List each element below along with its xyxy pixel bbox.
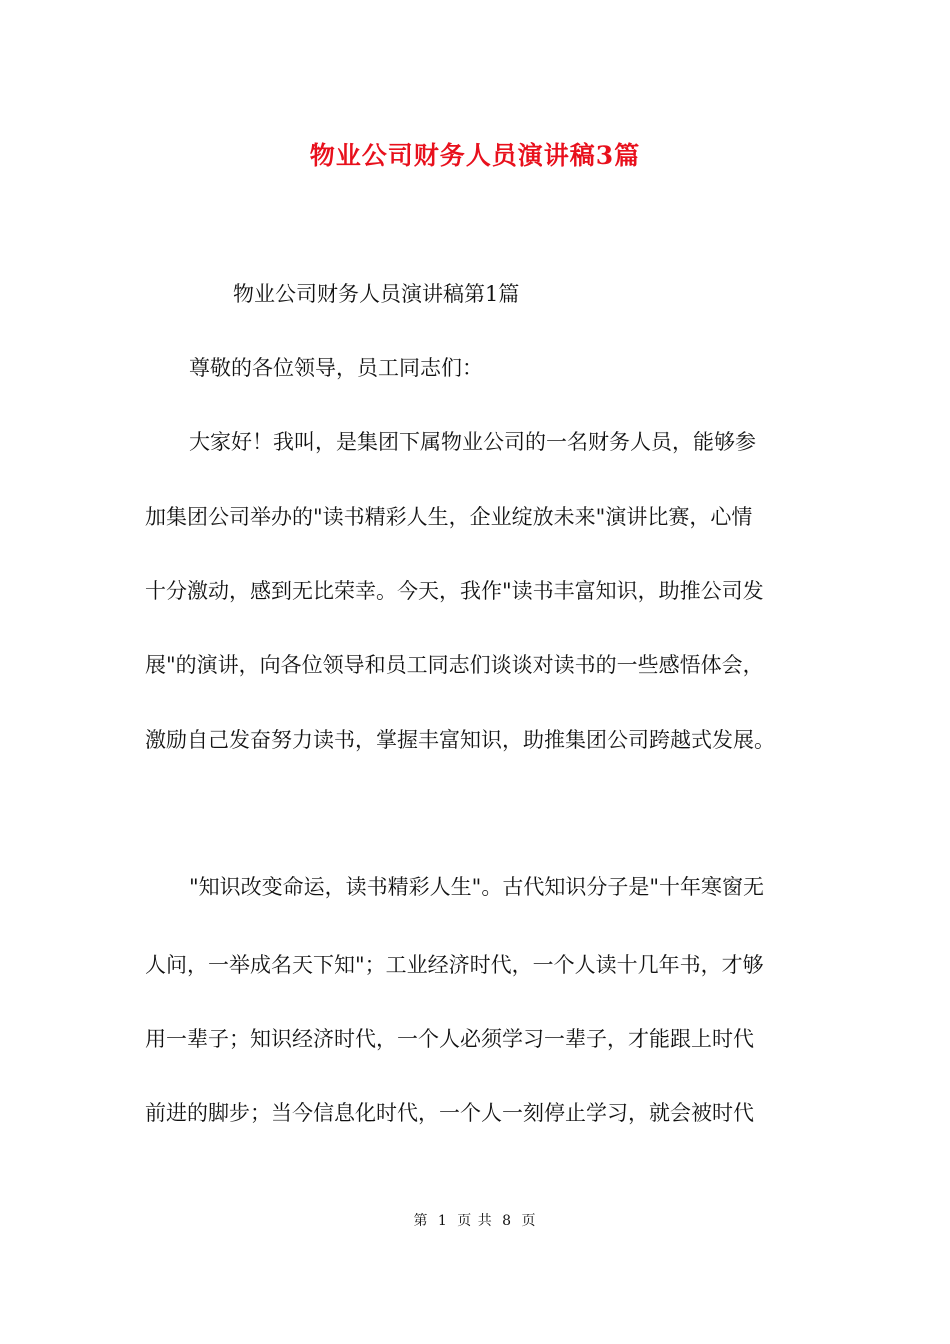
paragraph-line: 用一辈子；知识经济时代，一个人必须学习一辈子，才能跟上时代: [145, 1027, 754, 1051]
greeting: 尊敬的各位领导，员工同志们：: [189, 356, 483, 380]
paragraph-line: "知识改变命运，读书精彩人生"。古代知识分子是"十年寒窗无: [189, 875, 764, 899]
current-page-number: 1: [437, 1213, 448, 1229]
page-label-mid: 页 共: [457, 1213, 493, 1229]
subtitle: 物业公司财务人员演讲稿第1篇: [233, 282, 520, 306]
page-footer: [0, 1210, 950, 1230]
paragraph-line: 大家好！我叫，是集团下属物业公司的一名财务人员，能够参: [189, 430, 756, 454]
paragraph-line: 加集团公司举办的"读书精彩人生，企业绽放未来"演讲比赛，心情: [145, 505, 753, 529]
page-label-suffix: 页: [521, 1213, 537, 1229]
paragraph-line: 十分激动，感到无比荣幸。今天，我作"读书丰富知识，助推公司发: [145, 579, 764, 603]
paragraph-line: 激励自己发奋努力读书，掌握丰富知识，助推集团公司跨越式发展。: [145, 728, 775, 752]
page-title: 物业公司财务人员演讲稿3篇: [309, 141, 641, 170]
page-label-prefix: 第: [413, 1213, 429, 1229]
total-pages-number: 8: [502, 1213, 513, 1229]
paragraph-line: 人问，一举成名天下知"；工业经济时代，一个人读十几年书，才够: [145, 953, 764, 977]
paragraph-line: 展"的演讲，向各位领导和员工同志们谈谈对读书的一些感悟体会，: [145, 653, 764, 677]
paragraph-line: 前进的脚步；当今信息化时代，一个人一刻停止学习，就会被时代: [145, 1101, 754, 1125]
